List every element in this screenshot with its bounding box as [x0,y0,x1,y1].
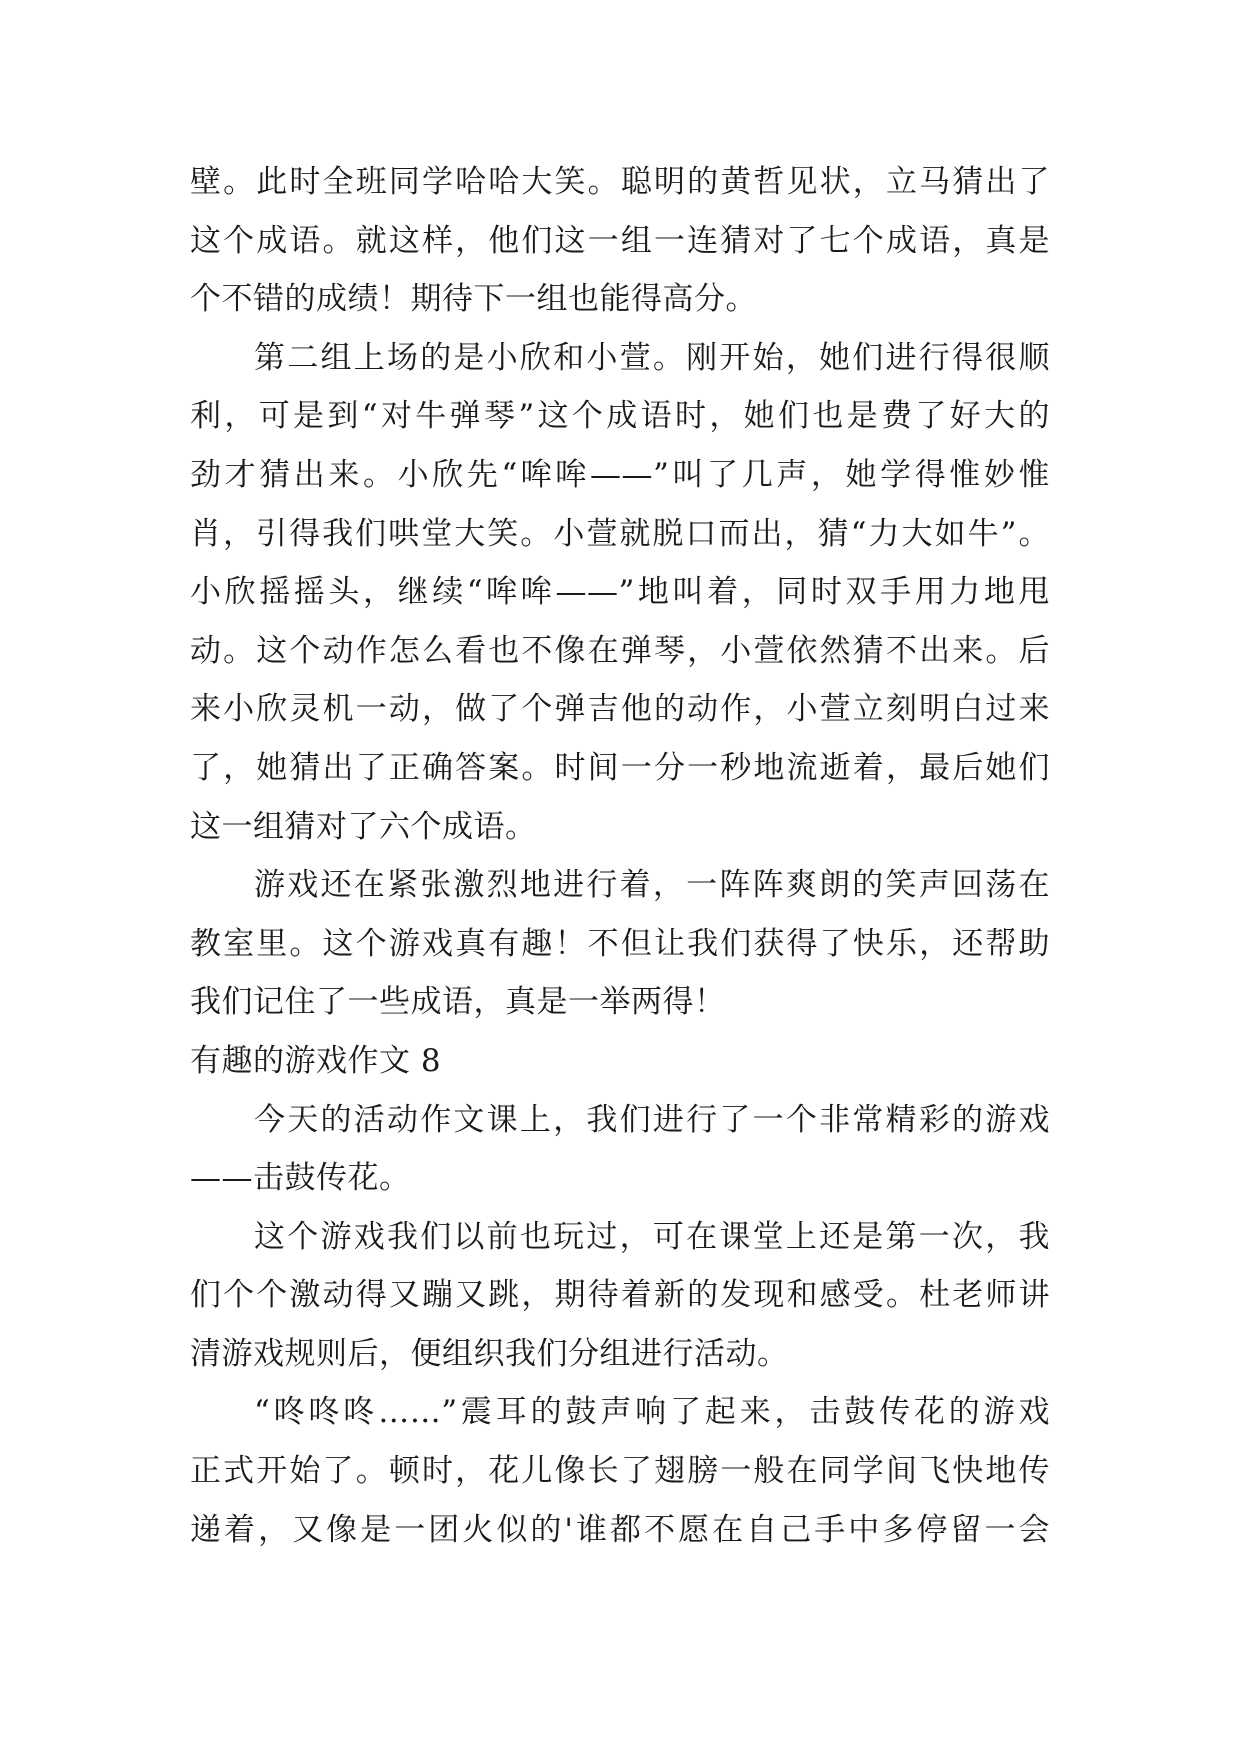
text-line: 壁。此时全班同学哈哈大笑。聪明的黄哲见状，立马猜出了 [190,164,1050,200]
paragraph-first-line: 游戏还在紧张激烈地进行着，一阵阵爽朗的笑声回荡在 [254,867,1050,904]
text-line: 小欣摇摇头，继续“哞哞——”地叫着，同时双手用力地甩 [190,574,1050,611]
text-line: 教室里。这个游戏真有趣！不但让我们获得了快乐，还帮助 [190,925,1050,962]
section-heading: 有趣的游戏作文 8 [190,1042,442,1079]
text-line: 利，可是到“对牛弹琴”这个成语时，她们也是费了好大的 [190,398,1050,435]
paragraph-first-line: 今天的活动作文课上，我们进行了一个非常精彩的游戏 [254,1101,1050,1138]
text-line: 肖，引得我们哄堂大笑。小萱就脱口而出，猜“力大如牛”。 [190,515,1050,552]
text-line: 正式开始了。顿时，花儿像长了翅膀一般在同学间飞快地传 [190,1453,1050,1490]
text-line: 递着，又像是一团火似的'谁都不愿在自己手中多停留一会 [190,1511,1050,1548]
text-line: 我们记住了一些成语，真是一举两得！ [190,984,726,1021]
text-line: 劲才猜出来。小欣先“哞哞——”叫了几声，她学得惟妙惟 [190,456,1050,493]
text-line: 来小欣灵机一动，做了个弹吉他的动作，小萱立刻明白过来 [190,691,1050,728]
text-line: 了，她猜出了正确答案。时间一分一秒地流逝着，最后她们 [190,749,1050,786]
paragraph-first-line: 这个游戏我们以前也玩过，可在课堂上还是第一次，我 [254,1218,1050,1255]
text-line: 这个成语。就这样，他们这一组一连猜对了七个成语，真是 [190,222,1050,259]
essay-body [190,153,1050,1559]
text-line: 个不错的成绩！期待下一组也能得高分。 [190,281,757,318]
text-line: 们个个激动得又蹦又跳，期待着新的发现和感受。杜老师讲 [190,1277,1050,1314]
text-line: 清游戏规则后，便组织我们分组进行活动。 [190,1335,789,1372]
text-line: ——击鼓传花。 [190,1160,411,1197]
text-line: 这一组猜对了六个成语。 [190,808,537,845]
paragraph-first-line: “咚咚咚……”震耳的鼓声响了起来，击鼓传花的游戏 [254,1394,1050,1431]
text-line: 动。这个动作怎么看也不像在弹琴，小萱依然猜不出来。后 [190,632,1050,669]
paragraph-first-line: 第二组上场的是小欣和小萱。刚开始，她们进行得很顺 [254,339,1050,376]
